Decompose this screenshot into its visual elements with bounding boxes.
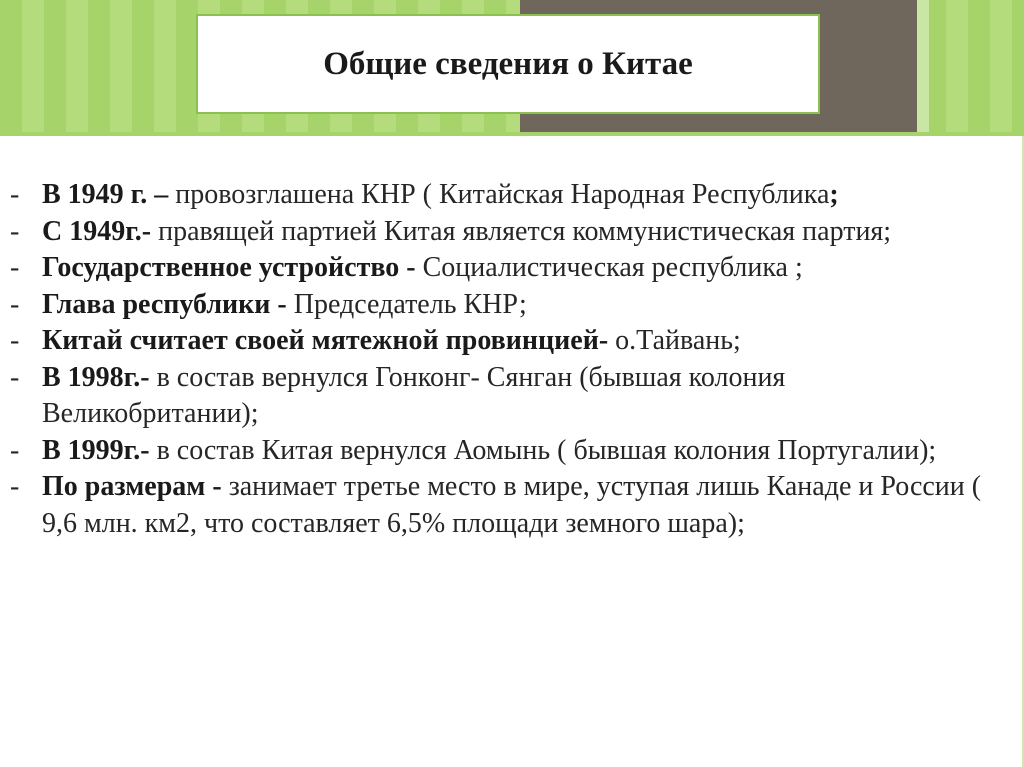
bullet-marker: - <box>10 215 20 247</box>
bullet-text: правящей партией Китая является коммунистическая партия; <box>158 215 892 247</box>
bullet-lead: В 1949 г. – <box>42 179 176 210</box>
bullet-marker: - <box>10 434 20 466</box>
bullet-item <box>10 214 1000 251</box>
bullet-text: Социалистическая республика ; <box>422 252 803 283</box>
bullet-marker: - <box>10 179 20 210</box>
bullet-marker: - <box>10 361 20 393</box>
bullet-text: в состав вернулся Гонконг- Сянган (бывшая колония Великобритании); <box>42 361 786 429</box>
bullet-marker: - <box>10 252 20 283</box>
bullet-item <box>10 469 1000 542</box>
header-light-stripe <box>917 0 929 132</box>
bullet-marker: - <box>10 325 20 356</box>
bullet-marker: - <box>10 471 20 502</box>
bullet-marker: - <box>10 288 20 320</box>
slide-title: Общие сведения о Китае <box>323 45 693 82</box>
bullet-lead: С 1949г.- <box>42 215 159 247</box>
bullet-item <box>10 433 1000 470</box>
bullet-item <box>10 360 1000 433</box>
bullet-list <box>10 177 1000 542</box>
bullet-lead: В 1998г.- <box>42 361 157 393</box>
title-box <box>196 14 820 114</box>
bullet-item <box>10 250 1000 287</box>
bullet-lead: Китай считает своей мятежной провинцией- <box>42 325 616 356</box>
bullet-lead: По размерам - <box>42 471 229 502</box>
bullet-item <box>10 177 1000 214</box>
bullet-item <box>10 287 1000 324</box>
bullet-text: о.Тайвань; <box>615 325 741 356</box>
bullet-lead: Глава республики - <box>42 288 294 320</box>
bullet-lead: Государственное устройство - <box>42 252 423 283</box>
bullet-text: Председатель КНР; <box>293 288 527 320</box>
bullet-text: занимает третье место в мире, уступая лишь Канаде и России ( 9,6 млн. км2, что составляет 6,5% площади земного шара); <box>42 471 982 539</box>
bullet-suffix: ; <box>829 179 839 210</box>
bullet-item <box>10 323 1000 360</box>
bullet-text: в состав Китая вернулся Аомынь ( бывшая колония Португалии); <box>156 434 937 466</box>
bullet-lead: В 1999г.- <box>42 434 157 466</box>
bullet-text: провозглашена КНР ( Китайская Народная Республика <box>175 179 830 210</box>
